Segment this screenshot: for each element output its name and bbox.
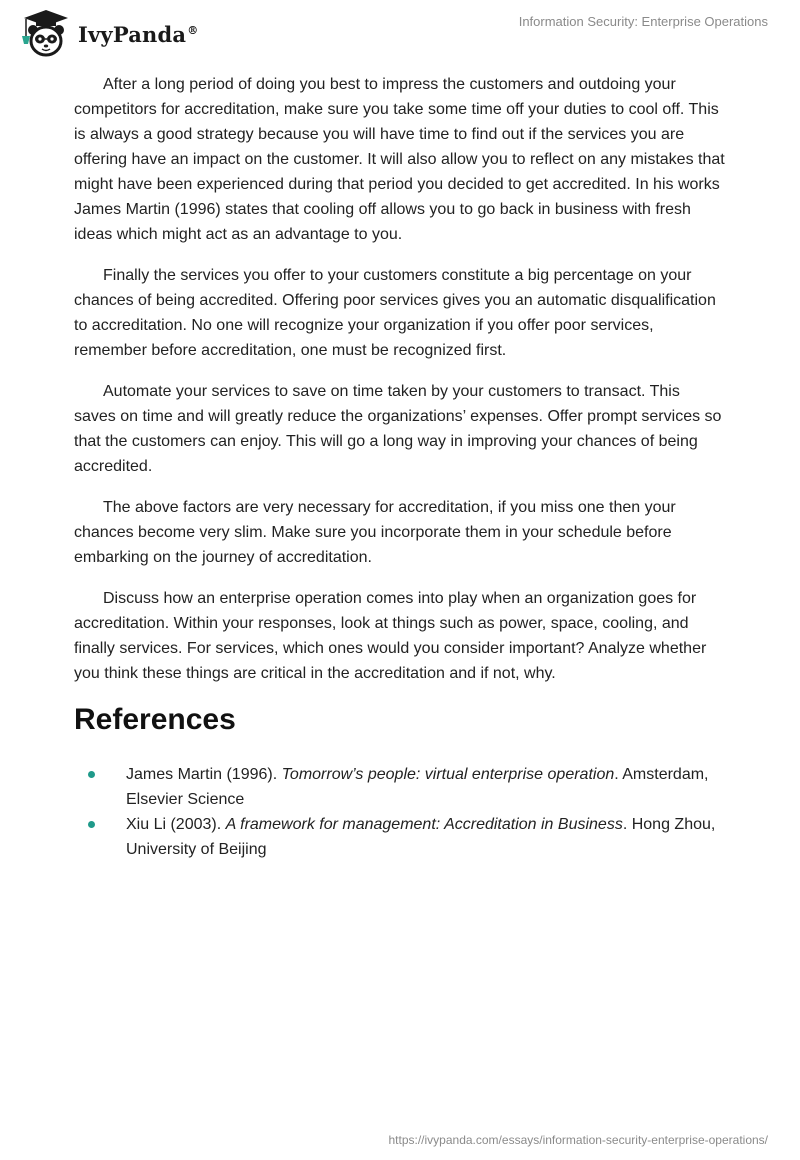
panda-graduate-icon: [16, 8, 74, 58]
page-header: [0, 0, 800, 60]
reference-author: James Martin (1996).: [126, 766, 282, 783]
reference-title: Tomorrow’s people: virtual enterprise operation: [281, 766, 615, 783]
reference-publisher: . Hong Zhou, University of Beijing: [126, 816, 716, 858]
body-paragraph: Automate your services to save on time taken by your customers to transact. This saves on time and will greatly reduce the organizations’ expenses. Offer prompt services so that the customers can enjoy. This will go a long way in improving your chances of being accredited.: [74, 383, 722, 475]
reference-title: A framework for management: Accreditation in Business: [225, 816, 623, 833]
body-paragraph: The above factors are very necessary for accreditation, if you miss one then your chances become very slim. Make sure you incorporate them in your schedule before embarking on the journey of accreditation.: [74, 499, 676, 566]
body-paragraph: Finally the services you offer to your customers constitute a big percentage on your chances of being accredited. Offering poor services gives you an automatic disqualification to accreditation. No one will recognize your organization if you offer poor services, remember before accreditation, one must be recognized first.: [74, 267, 716, 359]
reference-item: [74, 762, 726, 812]
reference-author: Xiu Li (2003).: [126, 816, 226, 833]
references-heading: References: [74, 703, 236, 736]
document-title: Information Security: Enterprise Operations: [518, 14, 768, 29]
brand-name: IvyPanda®: [78, 21, 199, 47]
body-paragraph: Discuss how an enterprise operation comes into play when an organization goes for accreditation. Within your responses, look at things such as power, space, cooling, and finally services. For services, which ones would you consider important? Analyze whether you think these things are critical in the accreditation and if not, why.: [74, 590, 707, 682]
bullet-dot-icon: [88, 821, 95, 828]
bullet-dot-icon: [88, 771, 95, 778]
references-list: [74, 762, 726, 862]
reference-item: [74, 812, 726, 862]
essay-body: [74, 72, 726, 862]
body-paragraph: After a long period of doing you best to impress the customers and outdoing your competitors for accreditation, make sure you take some time off your duties to cool off. This is always a good strategy because you will have time to find out if the services you are offering have an impact on the customer. It will also allow you to reflect on any mistakes that might have been experienced during that period you decided to get accredited. In his works James Martin (1996) states that cooling off allows you to go back in business with fresh ideas which might act as an advantage to you.: [74, 76, 725, 243]
brand-logo[interactable]: [16, 8, 198, 58]
reference-publisher: . Amsterdam, Elsevier Science: [126, 766, 709, 808]
source-url[interactable]: https://ivypanda.com/essays/information-security-enterprise-operations/: [388, 1133, 768, 1147]
